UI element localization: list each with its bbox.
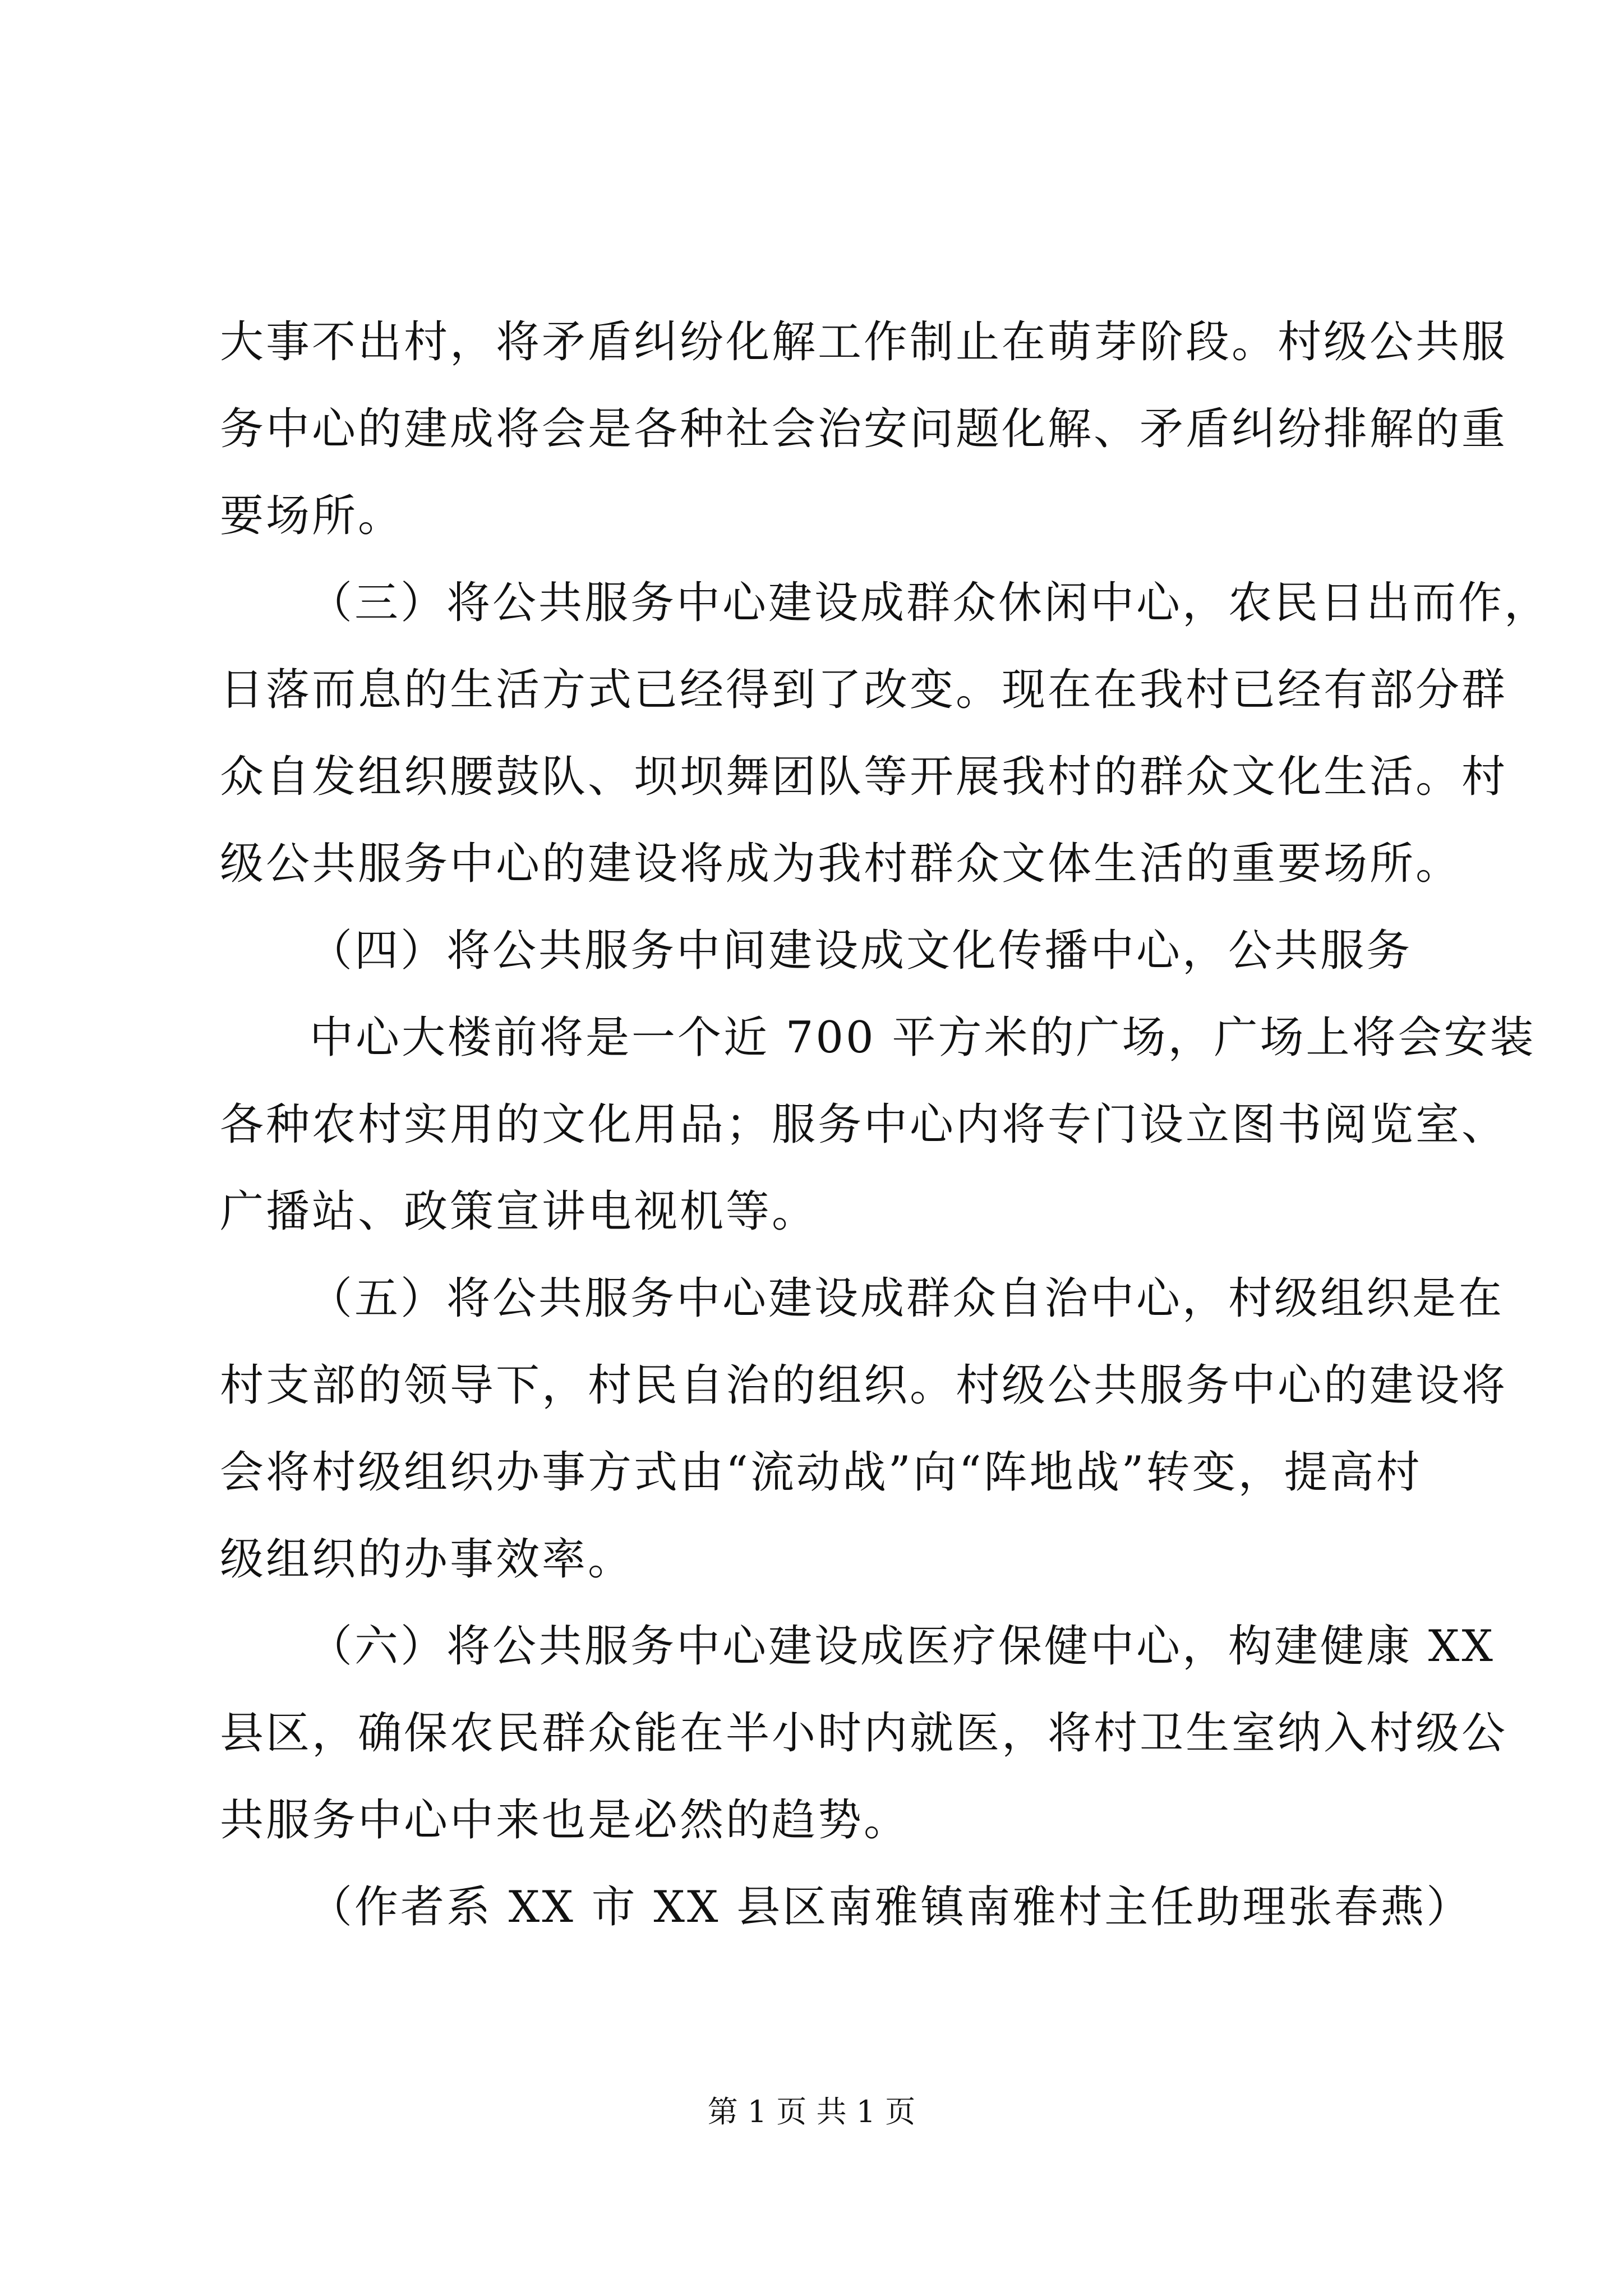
paragraph-line: 级组织的办事效率。 — [220, 1534, 634, 1585]
paragraph-line: 中心大楼前将是一个近 700 平方米的广场，广场上将会安装 — [310, 1013, 1536, 1063]
paragraph-line: 众自发组织腰鼓队、坝坝舞团队等开展我村的群众文化生活。村 — [220, 752, 1508, 802]
paragraph-line: 村支部的领导下，村民自治的组织。村级公共服务中心的建设将 — [220, 1360, 1508, 1411]
paragraph-line: （六）将公共服务中心建设成医疗保健中心，构建健康 XX — [308, 1621, 1495, 1672]
paragraph-line: 会将村级组织办事方式由“流动战”向“阵地战”转变，提高村 — [220, 1447, 1422, 1498]
paragraph-line: 共服务中心中来也是必然的趋势。 — [220, 1795, 910, 1846]
author-note: （作者系 XX 市 XX 县区南雅镇南雅村主任助理张春燕） — [308, 1882, 1473, 1932]
paragraph-line: 务中心的建成将会是各种社会治安问题化解、矛盾纠纷排解的重 — [220, 404, 1508, 454]
paragraph-line: （四）将公共服务中间建设成文化传播中心，公共服务 — [308, 926, 1413, 976]
paragraph-line: （五）将公共服务中心建设成群众自治中心，村级组织是在 — [308, 1273, 1505, 1324]
paragraph-line: 县区，确保农民群众能在半小时内就医，将村卫生室纳入村级公 — [220, 1708, 1508, 1759]
paragraph-line: （三）将公共服务中心建设成群众休闲中心，农民日出而作， — [308, 578, 1551, 628]
paragraph-line: 各种农村实用的文化用品；服务中心内将专门设立图书阅览室、 — [220, 1099, 1508, 1150]
paragraph-line: 级公共服务中心的建设将成为我村群众文体生活的重要场所。 — [220, 839, 1462, 889]
paragraph-line: 要场所。 — [220, 491, 404, 541]
paragraph-line: 大事不出村，将矛盾纠纷化解工作制止在萌芽阶段。村级公共服 — [220, 317, 1508, 367]
paragraph-line: 广播站、政策宣讲电视机等。 — [220, 1186, 818, 1237]
paragraph-line: 日落而息的生活方式已经得到了改变。现在在我村已经有部分群 — [220, 665, 1508, 715]
page-footer: 第 1 页 共 1 页 — [707, 2094, 916, 2129]
